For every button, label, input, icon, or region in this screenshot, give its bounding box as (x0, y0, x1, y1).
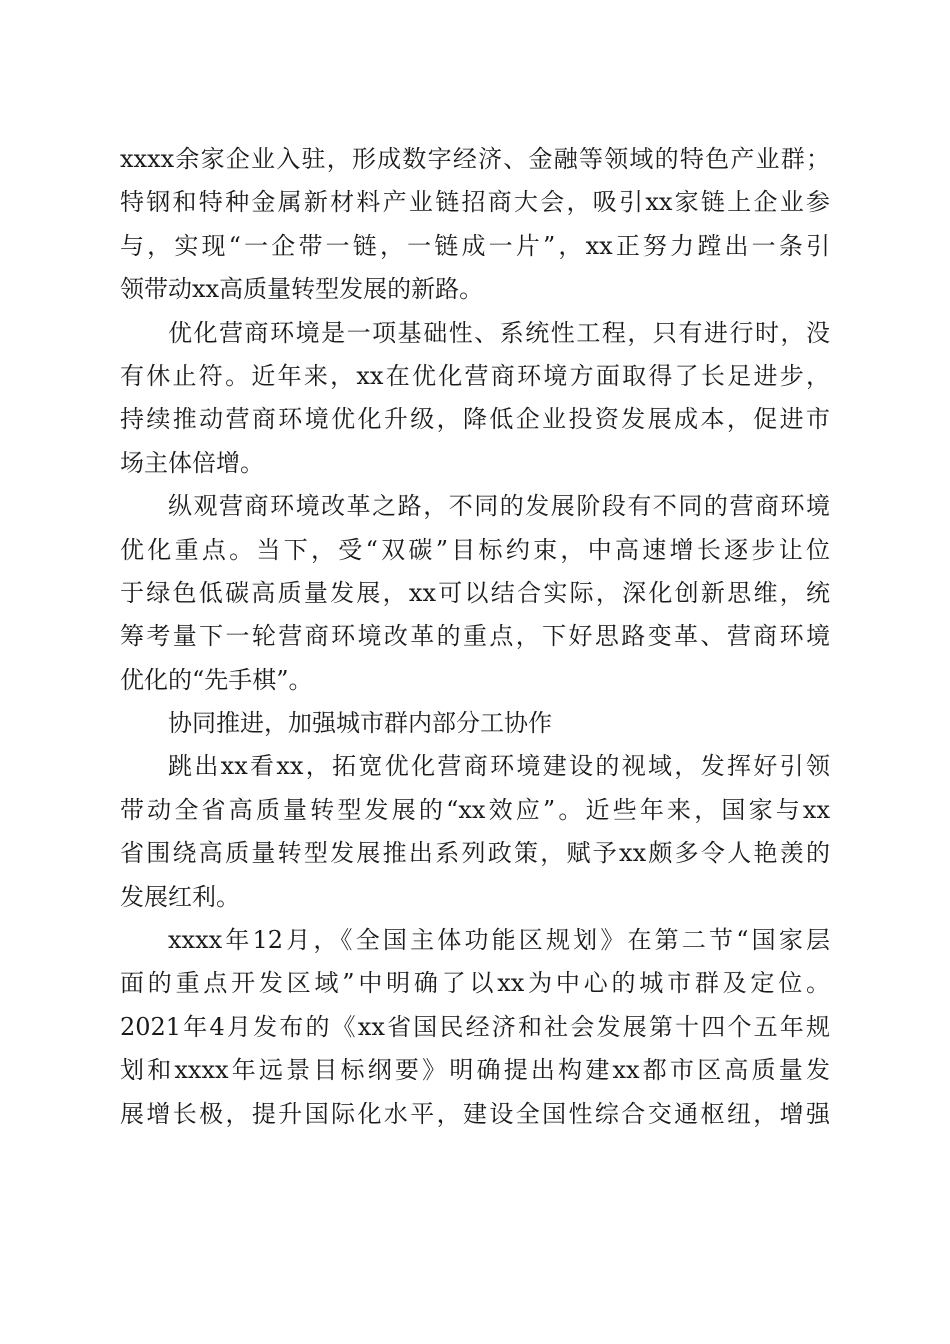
section-heading: 协同推进，加强城市群内部分工协作 (168, 709, 552, 738)
p5-line-2: 带动全省高质量转型发展的“xx效应”。近些年来，国家与xx (120, 795, 830, 824)
p3-line-1: 纵观营商环境改革之路，不同的发展阶段有不同的营商环境 (168, 492, 830, 521)
p6-line-4: 划和xxxx年远景目标纲要》明确提出构建xx都市区高质量发 (120, 1056, 830, 1085)
document-body (120, 138, 830, 1136)
p6-line-3: 2021年4月发布的《xx省国民经济和社会发展第十四个五年规 (120, 1012, 830, 1041)
p6-line-5: 展增长极，提升国际化水平，建设全国性综合交通枢纽，增强 (120, 1099, 830, 1128)
p1-line-3: 与，实现“一企带一链，一链成一片”，xx正努力蹚出一条引 (120, 231, 830, 260)
p1-line-4: 领带动xx高质量转型发展的新路。 (120, 275, 484, 304)
p5-line-1: 跳出xx看xx，拓宽优化营商环境建设的视域，发挥好引领 (168, 752, 830, 781)
p3-line-4: 筹考量下一轮营商环境改革的重点，下好思路变革、营商环境 (120, 622, 830, 651)
p3-line-5: 优化的“先手棋”。 (120, 665, 313, 694)
p3-line-3: 于绿色低碳高质量发展，xx可以结合实际，深化创新思维，统 (120, 578, 830, 607)
p1-line-1: xxxx余家企业入驻，形成数字经济、金融等领域的特色产业群； (120, 145, 830, 173)
p5-line-4: 发展红利。 (120, 882, 240, 911)
p2-line-1: 优化营商环境是一项基础性、系统性工程，只有进行时，没 (168, 318, 830, 347)
p6-line-1: xxxx年12月，《全国主体功能区规划》在第二节“国家层 (168, 926, 830, 955)
p3-line-2: 优化重点。当下，受“双碳”目标约束，中高速增长逐步让位 (120, 535, 830, 564)
p6-line-2: 面的重点开发区域”中明确了以xx为中心的城市群及定位。 (120, 969, 830, 998)
p2-line-2: 有休止符。近年来，xx在优化营商环境方面取得了长足进步， (120, 361, 830, 390)
p1-line-2: 特钢和特种金属新材料产业链招商大会，吸引xx家链上企业参 (120, 188, 830, 217)
p2-line-3: 持续推动营商环境优化升级，降低企业投资发展成本，促进市 (120, 405, 830, 434)
p2-line-4: 场主体倍增。 (120, 448, 264, 477)
p5-line-3: 省围绕高质量转型发展推出系列政策，赋予xx颇多令人艳羡的 (120, 839, 830, 868)
